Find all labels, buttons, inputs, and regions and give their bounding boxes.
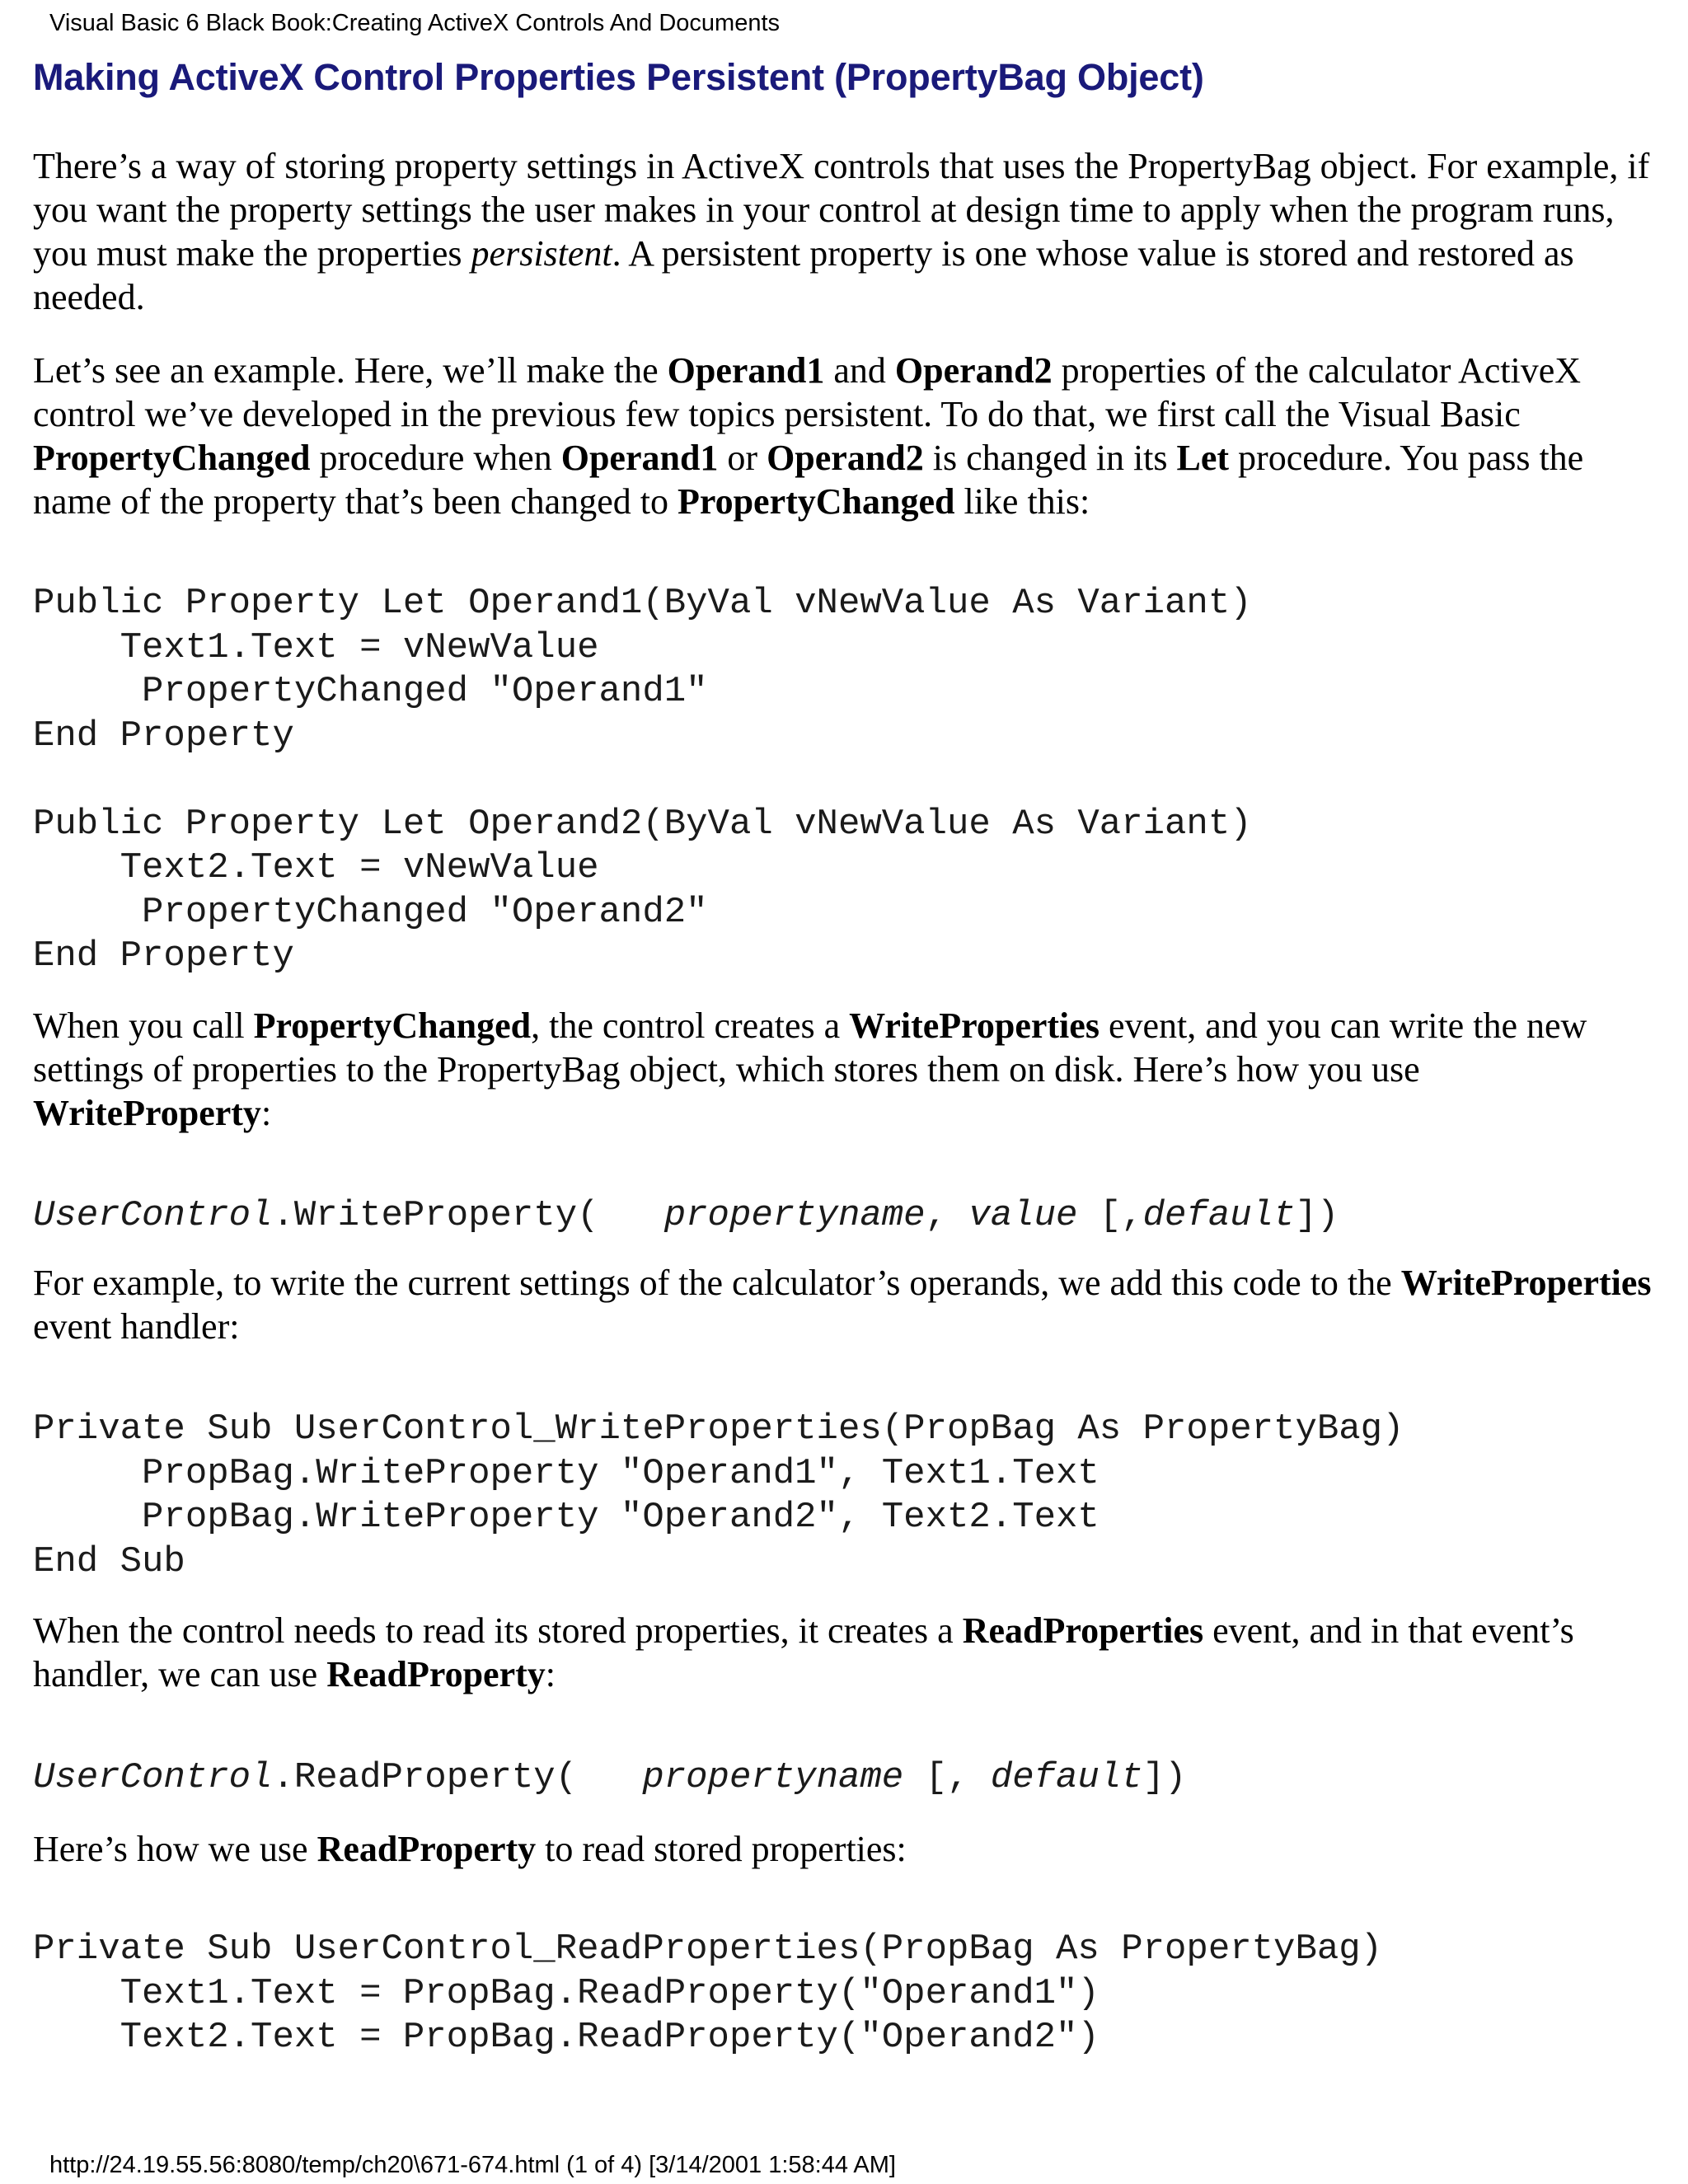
- syntax-method: .ReadProperty(: [272, 1757, 643, 1798]
- syntax-sep: [,: [903, 1757, 991, 1798]
- text-run: procedure when: [310, 438, 561, 478]
- text-run: is changed in its: [923, 438, 1177, 478]
- keyword: Operand2: [767, 438, 924, 478]
- code-block-read-properties: Private Sub UserControl_ReadProperties(PropBag As PropertyBag) Text1.Text = PropBag.ReadProperty("Operand1") Text2.Text = PropBag.ReadProperty("Operand2"): [33, 1929, 1383, 2058]
- emphasis-persistent: persistent: [471, 233, 612, 274]
- syntax-object: UserControl: [33, 1195, 273, 1236]
- text-run: For example, to write the current settings of the calculator’s operands, we add this code to the: [33, 1263, 1401, 1303]
- page-title: Making ActiveX Control Properties Persistent (PropertyBag Object): [33, 56, 1204, 98]
- code-block-property-let: Public Property Let Operand1(ByVal vNewValue As Variant) Text1.Text = vNewValue PropertyChanged "Operand1" End Property Public Property Let Operand2(ByVal vNewValue As Variant) Text2.Text = vNewValue PropertyChanged "Operand2" End Property: [33, 583, 1252, 977]
- syntax-sep: [,: [1077, 1195, 1143, 1236]
- syntax-read-property: [33, 1756, 1186, 1801]
- text-run: There’s a way of storing property settings in ActiveX controls that uses the PropertyBag object. For example, if you want the property settings the user makes in your control at design time to apply when the program runs, you must make the properties: [33, 146, 1650, 274]
- text-run: to read stored properties:: [536, 1829, 907, 1869]
- keyword: Operand1: [667, 350, 825, 391]
- text-run: procedure. You pass the name of the property that’s been changed to: [33, 438, 1584, 522]
- syntax-arg: default: [1142, 1195, 1296, 1236]
- code-block-write-properties: Private Sub UserControl_WriteProperties(PropBag As PropertyBag) PropBag.WriteProperty "Operand1", Text1.Text PropBag.WriteProperty "Operand2", Text2.Text End Sub: [33, 1408, 1404, 1582]
- keyword: PropertyChanged: [33, 438, 311, 478]
- read-properties-paragraph: [33, 1609, 1661, 1696]
- syntax-arg: default: [990, 1757, 1143, 1798]
- text-run: event, and you can write the new settings of properties to the PropertyBag object, which stores them on disk. Here’s how you use: [33, 1005, 1587, 1090]
- example-paragraph: [33, 349, 1661, 523]
- page-footer-url: http://24.19.55.56:8080/temp/ch20\671-674.html (1 of 4) [3/14/2001 1:58:44 AM]: [49, 2152, 896, 2178]
- text-run: Let’s see an example. Here, we’ll make the: [33, 350, 668, 391]
- keyword: WriteProperty: [33, 1093, 261, 1133]
- keyword: ReadProperty: [326, 1654, 546, 1694]
- text-run: properties of the calculator ActiveX control we’ve developed in the previous few topics persistent. To do that, we first call the Visual Basic: [33, 350, 1582, 434]
- keyword: WriteProperties: [849, 1005, 1100, 1046]
- keyword: ReadProperties: [962, 1610, 1204, 1651]
- keyword: PropertyChanged: [253, 1005, 532, 1046]
- text-run: . A persistent property is one whose value is stored and restored as needed.: [33, 233, 1574, 317]
- text-run: and: [824, 350, 895, 391]
- text-run: , the control creates a: [531, 1005, 850, 1046]
- syntax-arg: propertyname: [642, 1757, 904, 1798]
- text-run: :: [260, 1093, 272, 1133]
- text-run: or: [718, 438, 767, 478]
- syntax-end: ]): [1142, 1757, 1187, 1798]
- keyword: PropertyChanged: [677, 481, 955, 522]
- write-properties-paragraph: [33, 1004, 1661, 1135]
- syntax-sep: ,: [925, 1195, 969, 1236]
- text-run: like this:: [954, 481, 1090, 522]
- keyword: Operand1: [560, 438, 719, 478]
- syntax-object: UserControl: [33, 1757, 273, 1798]
- keyword: Operand2: [894, 350, 1053, 391]
- text-run: :: [545, 1654, 556, 1694]
- text-run: event handler:: [33, 1306, 240, 1347]
- syntax-write-property: [33, 1194, 1339, 1239]
- keyword: ReadProperty: [316, 1829, 537, 1869]
- syntax-arg: propertyname: [663, 1195, 926, 1236]
- text-run: Here’s how we use: [33, 1829, 317, 1869]
- intro-paragraph: [33, 144, 1661, 319]
- text-run: When the control needs to read its stored properties, it creates a: [33, 1610, 963, 1651]
- write-example-paragraph: [33, 1261, 1661, 1348]
- text-run: When you call: [33, 1005, 254, 1046]
- keyword: Let: [1176, 438, 1230, 478]
- text-run: event, and in that event’s handler, we can use: [33, 1610, 1574, 1694]
- syntax-method: .WriteProperty(: [272, 1195, 664, 1236]
- syntax-arg: value: [968, 1195, 1078, 1236]
- read-example-paragraph: [33, 1827, 1661, 1871]
- keyword: WriteProperties: [1400, 1263, 1652, 1303]
- page-header: Visual Basic 6 Black Book:Creating ActiveX Controls And Documents: [49, 10, 781, 36]
- syntax-end: ]): [1295, 1195, 1339, 1236]
